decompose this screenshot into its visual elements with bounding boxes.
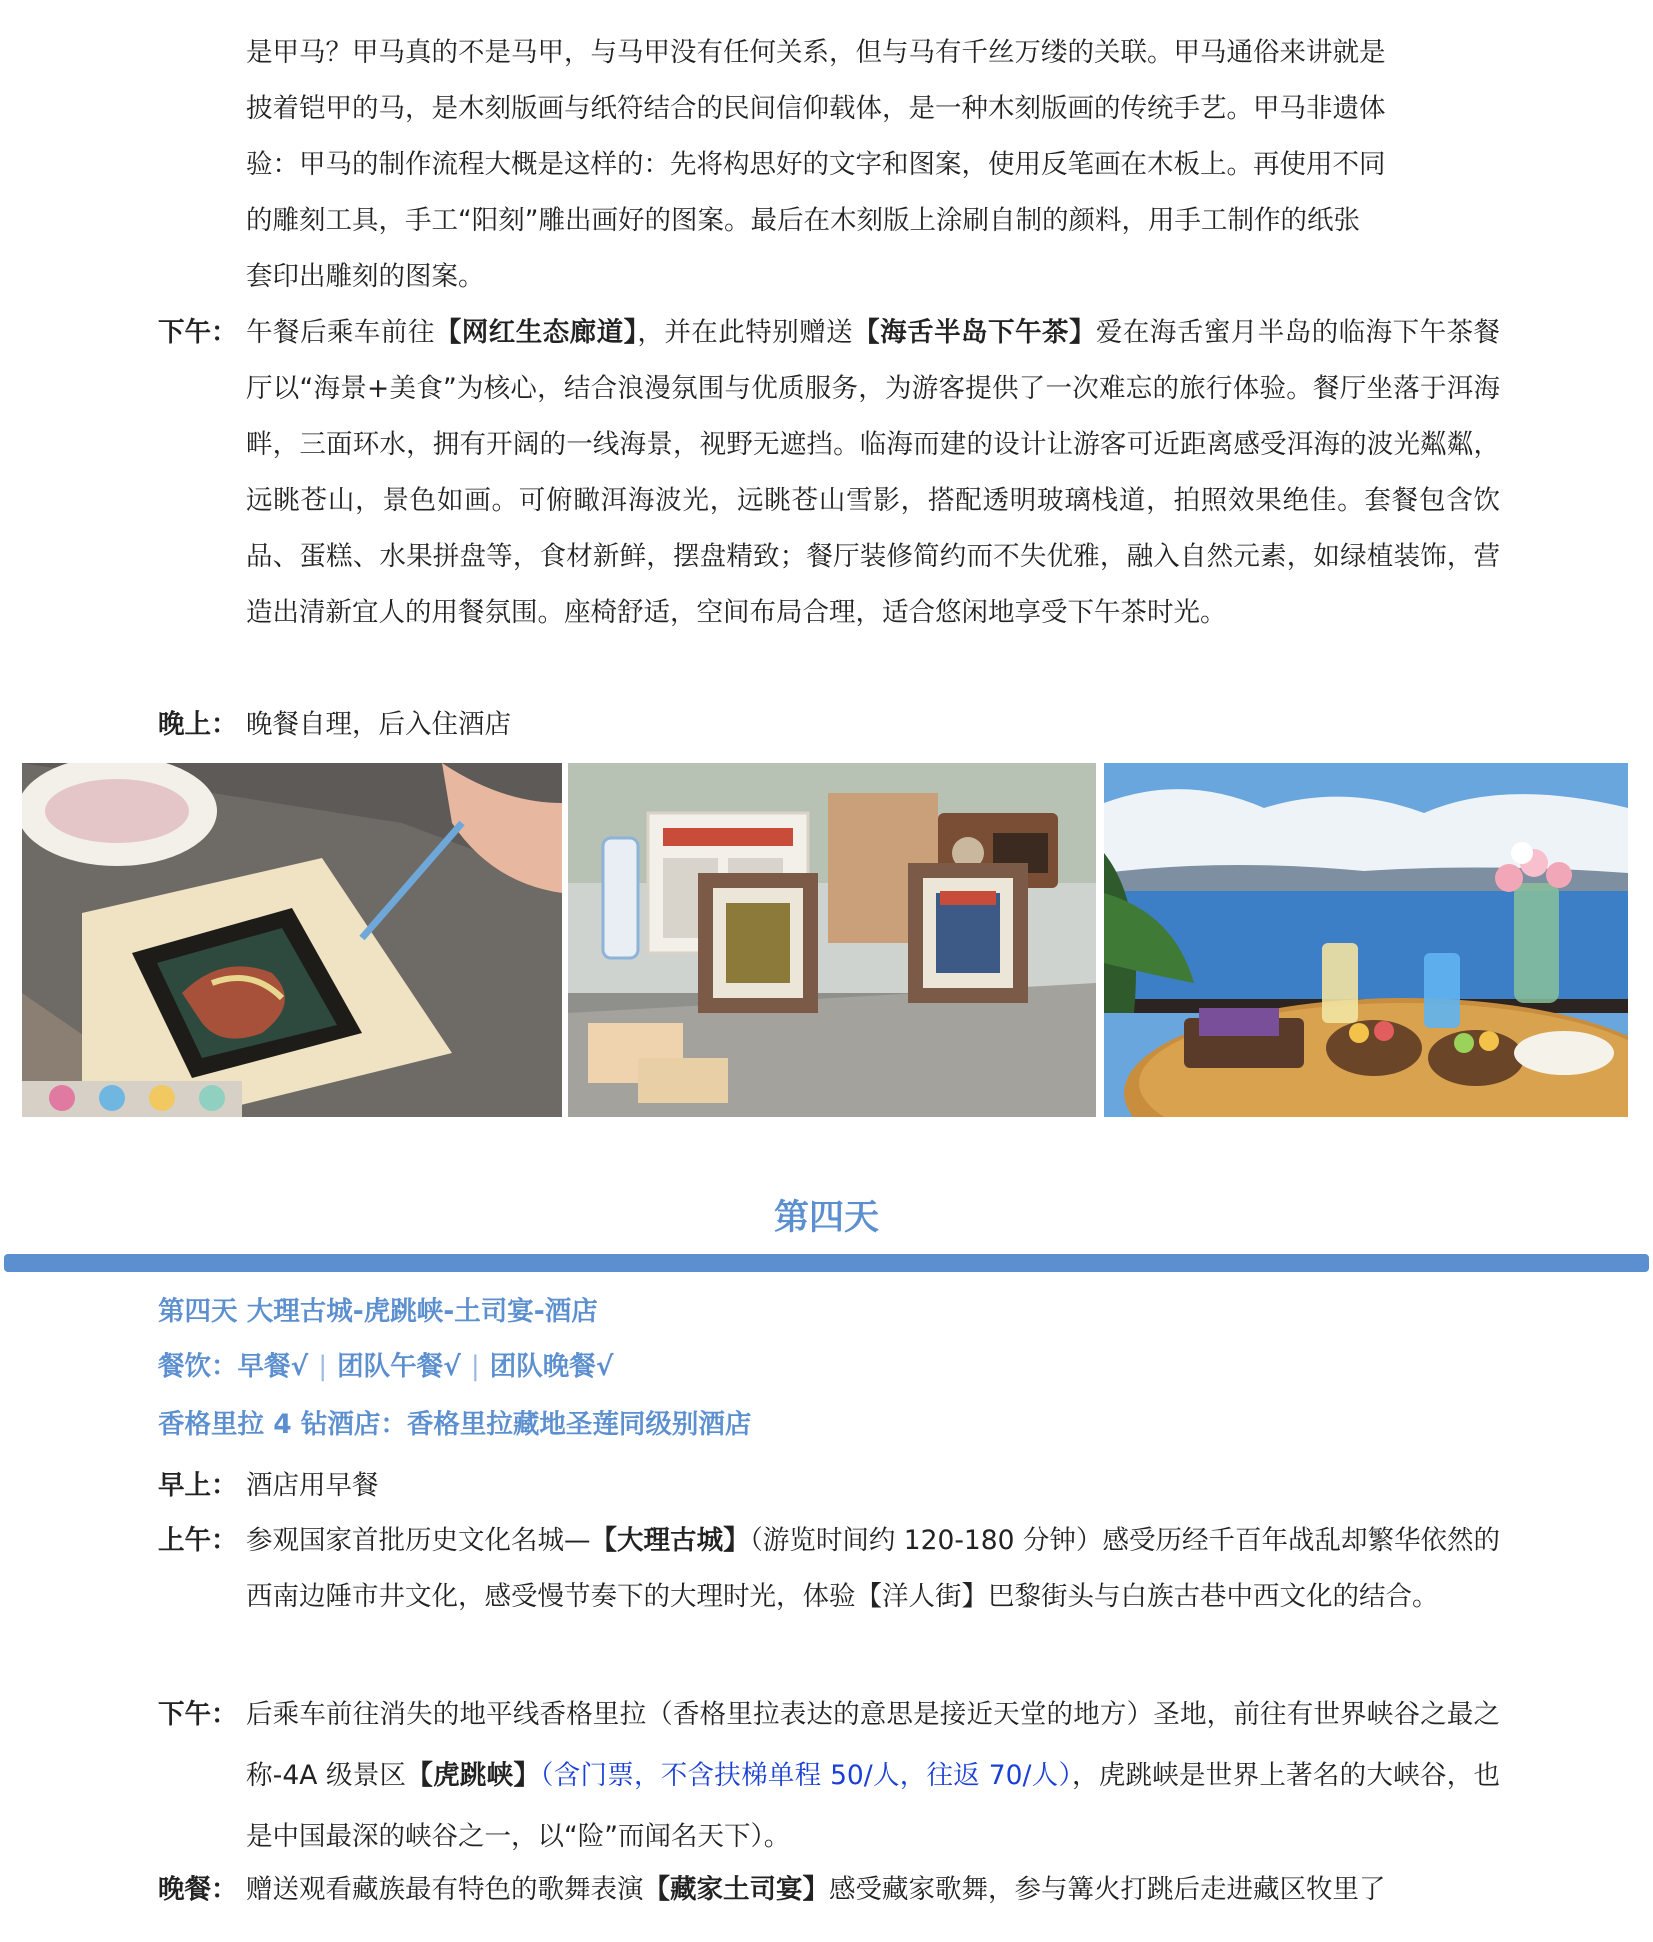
lakeside-afternoon-tea-photo	[1104, 763, 1628, 1117]
afternoon-text	[246, 305, 1500, 641]
meal-breakfast: 早餐√	[237, 1351, 309, 1382]
meal-separator: |	[318, 1351, 328, 1382]
day4-route: 第四天 大理古城-虎跳峡-土司宴-酒店	[158, 1296, 598, 1327]
meal-separator: |	[470, 1351, 480, 1382]
afternoon-text-2: ，并在此特别赠送	[637, 317, 854, 348]
meal-dinner: 团队晚餐√	[489, 1351, 614, 1382]
day4-afternoon-label: 下午：	[158, 1699, 238, 1730]
morning-text: 酒店用早餐	[246, 1470, 379, 1501]
forenoon-text-2: （游览时间约 120-180 分钟）感受历经千百年战乱却繁华依然的西南边陲市井文化，感受慢节奏下的大理时光，体验【洋人街】巴黎街头与白族古巷中西文化的结合。	[246, 1525, 1500, 1612]
meal-lunch: 团队午餐√	[337, 1351, 461, 1382]
intro-line: 套印出雕刻的图案。	[246, 261, 485, 292]
dinner-label: 晚餐：	[158, 1874, 238, 1905]
day4-meals	[158, 1347, 613, 1387]
intro-line: 是甲马？甲马真的不是马甲，与马甲没有任何关系，但与马有千丝万缕的关联。甲马通俗来讲就是	[246, 37, 1386, 68]
meals-prefix: 餐饮：	[158, 1351, 238, 1382]
afternoon-text-1: 午餐后乘车前往	[246, 317, 435, 348]
dinner-text-1: 赠送观看藏族最有特色的歌舞表演	[246, 1874, 644, 1905]
forenoon-text	[246, 1513, 1500, 1625]
day4-divider-bar	[4, 1254, 1649, 1272]
day4-afternoon-highlight: 【虎跳峡】	[406, 1760, 541, 1791]
ticket-price-note: （含门票，不含扶梯单程 50/人，往返 70/人）	[540, 1760, 1072, 1791]
woodblock-print-photo	[22, 763, 562, 1117]
dinner-text-2: 感受藏家歌舞，参与篝火打跳后走进藏区牧里了	[829, 1874, 1386, 1905]
intro-line: 验：甲马的制作流程大概是这样的：先将构思好的文字和图案，使用反笔画在木板上。再使用不同	[246, 149, 1386, 180]
forenoon-highlight: 【大理古城】	[590, 1525, 750, 1556]
intro-line: 的雕刻工具，手工“阳刻”雕出画好的图案。最后在木刻版上涂刷自制的颜料，用手工制作的纸张	[246, 205, 1360, 236]
day4-afternoon-text-1: 后乘车前往消失的地平线香格里拉（香格里拉表达的意思是接近天堂的地方）圣地，前往有世界峡谷之最之称-4A 级景区	[246, 1699, 1500, 1791]
day4-hotel: 香格里拉 4 钻酒店：香格里拉藏地圣莲同级别酒店	[158, 1409, 752, 1440]
evening-section	[158, 697, 1500, 753]
day4-afternoon-text-2: ，虎跳峡是世界上著名的大峡谷，也是中国最深的峡谷之一，以“险”而闻名天下）。	[246, 1760, 1500, 1852]
afternoon-label: 下午：	[158, 317, 238, 348]
afternoon-highlight-1: 【网红生态廊道】	[434, 317, 638, 348]
day4-morning-section	[158, 1458, 1500, 1514]
dinner-text	[246, 1862, 1500, 1918]
day4-afternoon-text	[246, 1684, 1500, 1867]
forenoon-text-1: 参观国家首批历史文化名城—	[246, 1525, 591, 1556]
day4-forenoon-section	[158, 1513, 1500, 1625]
day4-heading: 第四天	[773, 1198, 879, 1238]
evening-text: 晚餐自理，后入住酒店	[246, 709, 511, 740]
intro-line: 披着铠甲的马，是木刻版画与纸符结合的民间信仰载体，是一种木刻版画的传统手艺。甲马非遗体	[246, 93, 1386, 124]
day4-afternoon-section	[158, 1684, 1500, 1867]
intro-paragraph	[246, 25, 1500, 305]
afternoon-text-3: 爱在海舌蜜月半岛的临海下午茶餐厅以“海景+美食”为核心，结合浪漫氛围与优质服务，为游客提供了一次难忘的旅行体验。餐厅坐落于洱海畔，三面环水，拥有开阔的一线海景，视野无遮挡。临海而建的设计让游客可近距离感受洱海的波光粼粼，远眺苍山，景色如画。可俯瞰洱海波光，远眺苍山雪影，搭配透明玻璃栈道，拍照效果绝佳。套餐包含饮品、蛋糕、水果拼盘等，食材新鲜，摆盘精致；餐厅装修简约而不失优雅，融入自然元素，如绿植装饰，营造出清新宜人的用餐氛围。座椅舒适，空间布局合理，适合悠闲地享受下午茶时光。	[246, 317, 1501, 628]
evening-label: 晚上：	[158, 709, 238, 740]
forenoon-label: 上午：	[158, 1525, 238, 1556]
day4-dinner-section	[158, 1862, 1500, 1918]
afternoon-section	[158, 305, 1500, 641]
jiama-craft-table-photo	[568, 763, 1096, 1117]
afternoon-highlight-2: 【海舌半岛下午茶】	[853, 317, 1096, 348]
dinner-highlight: 【藏家土司宴】	[643, 1874, 829, 1905]
morning-label: 早上：	[158, 1470, 238, 1501]
